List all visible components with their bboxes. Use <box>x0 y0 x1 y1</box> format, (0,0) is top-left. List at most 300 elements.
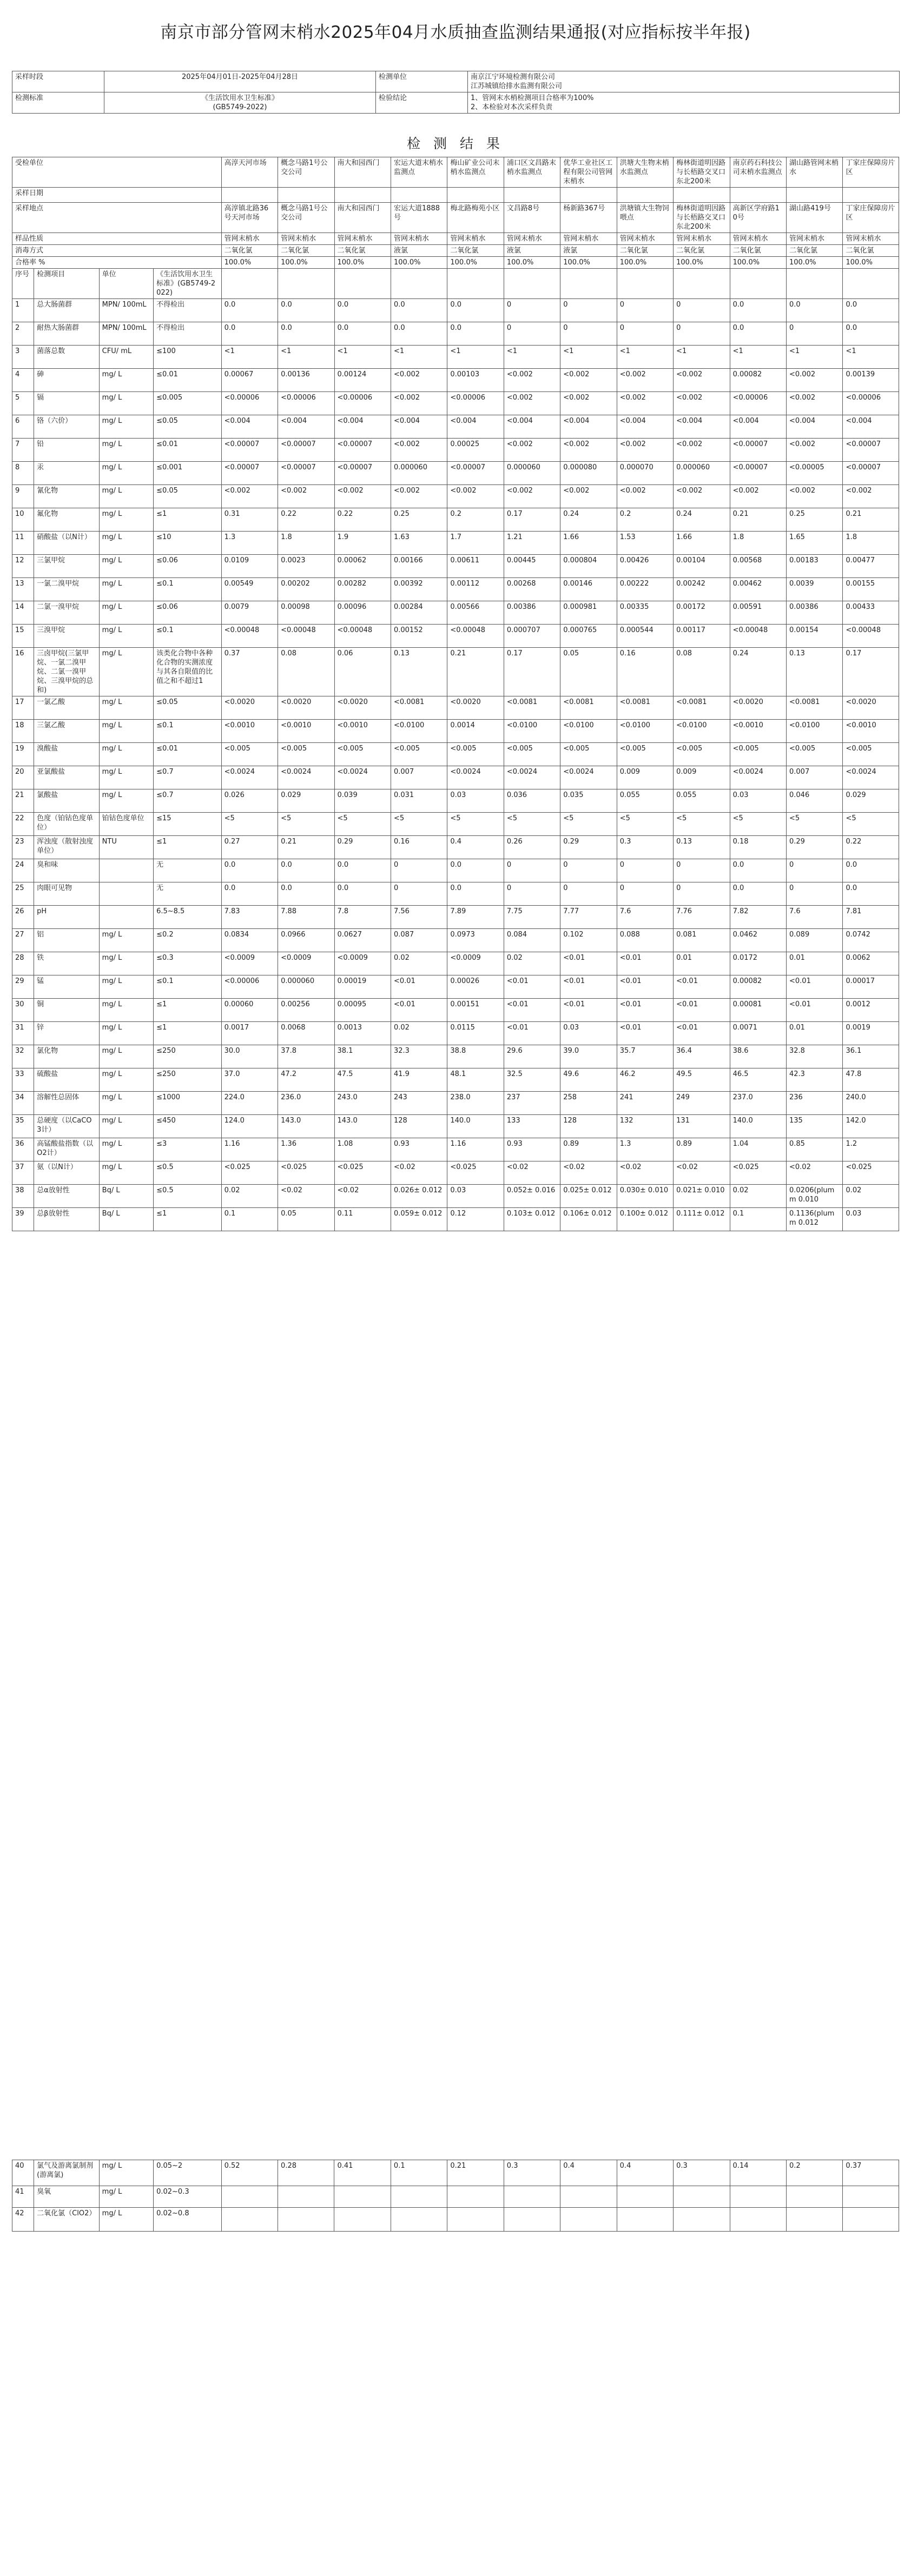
standard-limit: ≤450 <box>154 1115 222 1138</box>
result-cell <box>730 2186 786 2208</box>
table-row <box>12 322 899 346</box>
result-cell: <0.0081 <box>504 696 560 720</box>
result-cell: 0.0019 <box>843 1022 899 1045</box>
result-cell: 0.00062 <box>334 555 391 578</box>
result-cell: 0.0 <box>334 322 391 346</box>
table-row <box>12 2186 899 2208</box>
result-cell: <0.002 <box>843 485 899 508</box>
result-cell: 0.05 <box>560 648 617 696</box>
test-unit: mg/ L <box>99 392 153 415</box>
row-number: 41 <box>12 2186 34 2208</box>
row-number: 28 <box>12 952 34 975</box>
test-item: 氯化物 <box>34 1045 100 1068</box>
test-unit: mg/ L <box>99 766 153 789</box>
result-cell: 0.21 <box>730 508 786 532</box>
table-row <box>12 625 899 648</box>
result-cell: 0.084 <box>504 929 560 952</box>
result-cell: <0.02 <box>674 1161 730 1185</box>
standard-limit: ≤250 <box>154 1045 222 1068</box>
row-number: 2 <box>12 322 34 346</box>
site-disinfection-cell: 二氧化氯 <box>278 245 334 257</box>
result-cell: <0.01 <box>674 999 730 1022</box>
result-cell <box>617 2208 673 2232</box>
result-cell: 0.0115 <box>447 1022 504 1045</box>
result-cell <box>391 2186 447 2208</box>
result-cell: 0.00386 <box>504 601 560 625</box>
result-cell: 7.81 <box>843 906 899 929</box>
result-cell: 0.41 <box>334 2160 391 2186</box>
result-cell: <0.01 <box>787 999 843 1022</box>
result-cell: <0.002 <box>617 485 673 508</box>
result-cell: <0.01 <box>504 975 560 999</box>
standard-limit: 无 <box>154 882 222 906</box>
result-cell: <0.00006 <box>221 975 278 999</box>
standard-limit: ≤250 <box>154 1068 222 1092</box>
site-unit-cell: 梅山矿业公司末梢水监测点 <box>447 157 504 188</box>
result-cell: <0.02 <box>391 1161 447 1185</box>
result-cell: <0.002 <box>334 485 391 508</box>
result-cell: <0.00007 <box>730 439 786 462</box>
result-cell: 236 <box>787 1092 843 1115</box>
result-cell: 0.0039 <box>787 578 843 601</box>
result-cell: 0.27 <box>221 836 278 859</box>
result-cell: 0.0023 <box>278 555 334 578</box>
site-disinfection-cell: 二氧化氯 <box>730 245 786 257</box>
result-cell: 0.00112 <box>447 578 504 601</box>
conclusion-value: 1、管网末水梢检测项目合格率为100% 2、本检验对本次采样负责 <box>468 92 900 114</box>
row-number: 12 <box>12 555 34 578</box>
result-cell: 7.88 <box>278 906 334 929</box>
result-cell: 41.9 <box>391 1068 447 1092</box>
result-cell: 1.3 <box>617 1138 673 1161</box>
result-cell: <0.002 <box>787 369 843 392</box>
result-cell: <0.0024 <box>447 766 504 789</box>
result-cell: <0.0024 <box>730 766 786 789</box>
result-cell: 0.03 <box>447 789 504 813</box>
result-cell: <0.00007 <box>278 462 334 485</box>
table-row <box>12 601 899 625</box>
row-number: 11 <box>12 532 34 555</box>
result-cell: <0.005 <box>730 743 786 766</box>
table-row <box>12 1185 899 1208</box>
test-unit: mg/ L <box>99 578 153 601</box>
result-cell: <0.004 <box>391 415 447 439</box>
result-cell: 0.00082 <box>730 369 786 392</box>
result-cell: 0.000060 <box>674 462 730 485</box>
site-unit-cell: 南大和园西门 <box>334 157 391 188</box>
table-row <box>12 906 899 929</box>
result-cell: <1 <box>674 346 730 369</box>
standard-limit: ≤15 <box>154 813 222 836</box>
result-cell: 0.00124 <box>334 369 391 392</box>
result-cell: 0.0109 <box>221 555 278 578</box>
test-item: 总β放射性 <box>34 1208 100 1231</box>
result-cell: 0.009 <box>674 766 730 789</box>
result-cell: <0.0100 <box>787 720 843 743</box>
result-cell: 0 <box>617 322 673 346</box>
result-cell: 0.00477 <box>843 555 899 578</box>
result-cell: <0.00007 <box>843 462 899 485</box>
test-unit: mg/ L <box>99 1161 153 1185</box>
result-cell: 0 <box>391 859 447 882</box>
result-cell: <0.005 <box>787 743 843 766</box>
date-row-label: 采样日期 <box>12 188 222 203</box>
result-cell <box>730 2208 786 2232</box>
result-cell: 0.25 <box>787 508 843 532</box>
result-cell: 0.035 <box>560 789 617 813</box>
result-cell <box>504 2208 560 2232</box>
result-cell: 0 <box>560 859 617 882</box>
test-item: 氟化物 <box>34 508 100 532</box>
result-cell: <0.025 <box>221 1161 278 1185</box>
result-cell: 0.00154 <box>787 625 843 648</box>
standard-limit: ≤1000 <box>154 1092 222 1115</box>
table-row <box>12 1115 899 1138</box>
result-cell: <5 <box>560 813 617 836</box>
result-cell: 0.31 <box>221 508 278 532</box>
result-cell: 0.17 <box>504 508 560 532</box>
result-cell: 0.000544 <box>617 625 673 648</box>
result-cell: <0.005 <box>617 743 673 766</box>
result-cell: 0.29 <box>787 836 843 859</box>
test-unit: NTU <box>99 836 153 859</box>
row-number: 32 <box>12 1045 34 1068</box>
result-cell: 143.0 <box>278 1115 334 1138</box>
test-item: 总大肠菌群 <box>34 299 100 322</box>
result-cell: 0 <box>787 859 843 882</box>
result-cell: <0.005 <box>504 743 560 766</box>
result-cell: 0.4 <box>617 2160 673 2186</box>
lab-label: 检测单位 <box>376 71 468 92</box>
row-number: 19 <box>12 743 34 766</box>
result-cell: 0.111± 0.012 <box>674 1208 730 1231</box>
result-cell: <0.02 <box>560 1161 617 1185</box>
result-cell: 0.106± 0.012 <box>560 1208 617 1231</box>
disinfection-row-label: 消毒方式 <box>12 245 222 257</box>
period-label: 采样时段 <box>12 71 104 92</box>
result-cell: 0.3 <box>504 2160 560 2186</box>
result-cell: 0.00026 <box>447 975 504 999</box>
result-cell: 236.0 <box>278 1092 334 1115</box>
row-number: 30 <box>12 999 34 1022</box>
site-sample-cell: 管网末梢水 <box>334 233 391 245</box>
test-item: 二氯一溴甲烷 <box>34 601 100 625</box>
site-disinfection-cell: 液氯 <box>504 245 560 257</box>
site-date-cell <box>730 188 786 203</box>
result-cell: <0.004 <box>787 415 843 439</box>
test-unit: mg/ L <box>99 720 153 743</box>
result-cell: <0.00007 <box>843 439 899 462</box>
test-unit: mg/ L <box>99 1138 153 1161</box>
test-item: 总硬度（以CaCO3计） <box>34 1115 100 1138</box>
result-cell: 0.036 <box>504 789 560 813</box>
standard-limit: ≤1 <box>154 1022 222 1045</box>
result-cell: 0.00117 <box>674 625 730 648</box>
result-cell <box>334 2186 391 2208</box>
result-cell: 7.89 <box>447 906 504 929</box>
row-number: 37 <box>12 1161 34 1185</box>
result-cell: 30.0 <box>221 1045 278 1068</box>
test-unit: MPN/ 100mL <box>99 322 153 346</box>
result-cell: 0.00172 <box>674 601 730 625</box>
table-row <box>12 1208 899 1231</box>
result-cell: <0.004 <box>221 415 278 439</box>
result-cell: 0.0071 <box>730 1022 786 1045</box>
standard-limit: 0.05~2 <box>154 2160 222 2186</box>
result-cell: 0.029 <box>843 789 899 813</box>
test-item: 高锰酸盐指数（以O2计） <box>34 1138 100 1161</box>
test-item: pH <box>34 906 100 929</box>
result-cell: 1.8 <box>843 532 899 555</box>
result-cell: <0.0024 <box>334 766 391 789</box>
site-date-cell <box>560 188 617 203</box>
result-cell: 0.37 <box>843 2160 899 2186</box>
test-item: 溴酸盐 <box>34 743 100 766</box>
row-number: 5 <box>12 392 34 415</box>
result-cell: <5 <box>674 813 730 836</box>
test-item: 氰化物 <box>34 485 100 508</box>
empty-header-cell <box>560 269 617 299</box>
site-date-cell <box>617 188 673 203</box>
result-cell: <0.0100 <box>674 720 730 743</box>
result-cell: 0.00256 <box>278 999 334 1022</box>
table-row <box>12 2160 899 2186</box>
result-cell: 0.02 <box>391 1022 447 1045</box>
site-location-cell: 洪塘镇大生物饲喂点 <box>617 203 673 233</box>
standard-limit: ≤0.7 <box>154 789 222 813</box>
test-unit: mg/ L <box>99 2186 153 2208</box>
result-cell: 0 <box>560 299 617 322</box>
test-item: 三溴甲烷 <box>34 625 100 648</box>
standard-limit: ≤0.05 <box>154 415 222 439</box>
table-row <box>12 1045 899 1068</box>
row-number: 42 <box>12 2208 34 2232</box>
result-cell: <0.025 <box>447 1161 504 1185</box>
test-item: 铬（六价） <box>34 415 100 439</box>
result-cell: <1 <box>504 346 560 369</box>
row-number: 23 <box>12 836 34 859</box>
page-title: 南京市部分管网末梢水2025年04月水质抽查监测结果通报(对应指标按半年报) <box>160 23 751 42</box>
result-cell: 0 <box>674 882 730 906</box>
result-cell: 0.007 <box>391 766 447 789</box>
test-unit: mg/ L <box>99 369 153 392</box>
result-cell: 0.00426 <box>617 555 673 578</box>
result-cell: <0.025 <box>730 1161 786 1185</box>
result-cell: 224.0 <box>221 1092 278 1115</box>
site-location-cell: 高淳镇北路36号天河市场 <box>221 203 278 233</box>
standard-limit: ≤0.5 <box>154 1161 222 1185</box>
result-cell: 7.6 <box>787 906 843 929</box>
result-cell: <0.0100 <box>617 720 673 743</box>
table-row <box>12 929 899 952</box>
result-cell: <0.00048 <box>278 625 334 648</box>
site-pass-cell: 100.0% <box>278 257 334 269</box>
empty-header-cell <box>843 269 899 299</box>
table-row <box>12 836 899 859</box>
result-cell: 0.0 <box>730 299 786 322</box>
result-cell: <0.002 <box>391 439 447 462</box>
result-cell: <0.01 <box>674 975 730 999</box>
result-cell: 0 <box>617 859 673 882</box>
site-pass-cell: 100.0% <box>617 257 673 269</box>
result-cell: <0.0009 <box>221 952 278 975</box>
row-number: 38 <box>12 1185 34 1208</box>
row-number: 7 <box>12 439 34 462</box>
result-cell: 0.00095 <box>334 999 391 1022</box>
pass-rate-row <box>12 257 899 269</box>
result-cell: <5 <box>843 813 899 836</box>
standard-limit: ≤1 <box>154 508 222 532</box>
result-cell: <0.004 <box>504 415 560 439</box>
result-cell: 0 <box>560 882 617 906</box>
result-cell: <0.01 <box>787 975 843 999</box>
empty-header-cell <box>504 269 560 299</box>
site-unit-cell: 湖山路管网末梢水 <box>787 157 843 188</box>
result-cell <box>786 2186 842 2208</box>
standard-limit: ≤0.01 <box>154 369 222 392</box>
row-number: 31 <box>12 1022 34 1045</box>
result-cell: 0.0 <box>843 882 899 906</box>
result-cell: 0.00611 <box>447 555 504 578</box>
result-cell: <0.0024 <box>278 766 334 789</box>
table-row <box>12 882 899 906</box>
result-cell: <0.002 <box>787 392 843 415</box>
site-sample-cell: 管网末梢水 <box>504 233 560 245</box>
result-cell: <0.005 <box>391 743 447 766</box>
result-cell: 0.02 <box>843 1185 899 1208</box>
result-cell: 32.5 <box>504 1068 560 1092</box>
result-cell: <0.002 <box>617 439 673 462</box>
result-cell: 7.6 <box>617 906 673 929</box>
site-sample-cell: 管网末梢水 <box>787 233 843 245</box>
table-row <box>12 1068 899 1092</box>
result-cell: 0.0834 <box>221 929 278 952</box>
result-cell: 0.0 <box>334 882 391 906</box>
result-cell: 0.0013 <box>334 1022 391 1045</box>
result-cell: 0.0 <box>447 299 504 322</box>
result-cell: 1.63 <box>391 532 447 555</box>
standard-limit: 6.5~8.5 <box>154 906 222 929</box>
result-cell: <0.002 <box>504 392 560 415</box>
result-cell: <0.005 <box>674 743 730 766</box>
result-cell: 0.0 <box>221 322 278 346</box>
result-cell: 0 <box>674 299 730 322</box>
unit-row-label: 受检单位 <box>12 157 222 188</box>
result-cell: 0.0 <box>334 299 391 322</box>
site-date-cell <box>391 188 447 203</box>
result-cell: 0.0 <box>843 859 899 882</box>
row-number: 10 <box>12 508 34 532</box>
standard-limit: ≤0.01 <box>154 743 222 766</box>
test-unit: mg/ L <box>99 601 153 625</box>
test-unit: mg/ L <box>99 1045 153 1068</box>
test-unit: Bq/ L <box>99 1208 153 1231</box>
result-cell: <0.004 <box>674 415 730 439</box>
result-cell: 0.02 <box>221 1185 278 1208</box>
test-unit: 铂钴色度单位 <box>99 813 153 836</box>
table-row <box>12 462 899 485</box>
result-cell: 0.08 <box>674 648 730 696</box>
empty-header-cell <box>787 269 843 299</box>
test-unit: mg/ L <box>99 696 153 720</box>
result-cell: 0.03 <box>843 1208 899 1231</box>
result-cell: <0.01 <box>504 1022 560 1045</box>
result-cell: 1.66 <box>674 532 730 555</box>
result-cell: 0.85 <box>787 1138 843 1161</box>
row-number: 29 <box>12 975 34 999</box>
result-cell: <0.004 <box>560 415 617 439</box>
row-number: 26 <box>12 906 34 929</box>
site-disinfection-cell: 二氧化氯 <box>843 245 899 257</box>
test-item: 总α放射性 <box>34 1185 100 1208</box>
result-cell: 1.2 <box>843 1138 899 1161</box>
result-cell: <0.002 <box>617 392 673 415</box>
result-cell: <1 <box>560 346 617 369</box>
result-cell: 0.05 <box>278 1208 334 1231</box>
result-cell: 0.00155 <box>843 578 899 601</box>
result-cell: 49.5 <box>674 1068 730 1092</box>
site-sample-cell: 管网末梢水 <box>560 233 617 245</box>
result-cell: 0 <box>787 322 843 346</box>
result-cell <box>447 2208 504 2232</box>
result-cell: 0.00445 <box>504 555 560 578</box>
result-cell: <0.02 <box>787 1161 843 1185</box>
result-cell: 0.01 <box>787 952 843 975</box>
pass-rate-row-label: 合格率 % <box>12 257 222 269</box>
result-cell: 0.1 <box>730 1208 786 1231</box>
standard-header: 《生活饮用水卫生标准》(GB5749-2022) <box>154 269 222 299</box>
result-cell: <0.00007 <box>730 462 786 485</box>
result-cell <box>447 2186 504 2208</box>
test-item: 臭和味 <box>34 859 100 882</box>
site-date-cell <box>278 188 334 203</box>
standard-limit: ≤0.01 <box>154 439 222 462</box>
result-cell: <0.005 <box>221 743 278 766</box>
result-cell: 37.0 <box>221 1068 278 1092</box>
result-cell: 0.4 <box>447 836 504 859</box>
row-number: 25 <box>12 882 34 906</box>
result-cell: <0.0024 <box>843 766 899 789</box>
result-cell: 0.13 <box>674 836 730 859</box>
result-cell: <0.01 <box>617 1022 673 1045</box>
result-cell: 0.0 <box>391 299 447 322</box>
seq-header: 序号 <box>12 269 34 299</box>
result-cell: 0.00082 <box>730 975 786 999</box>
site-pass-cell: 100.0% <box>730 257 786 269</box>
site-date-cell <box>843 188 899 203</box>
result-cell <box>504 2186 560 2208</box>
result-cell: 7.83 <box>221 906 278 929</box>
result-cell: 0.1 <box>221 1208 278 1231</box>
result-cell: 0.0 <box>730 322 786 346</box>
result-cell: 128 <box>560 1115 617 1138</box>
unit-row <box>12 157 899 188</box>
result-cell: <0.00007 <box>334 462 391 485</box>
result-cell: 0.081 <box>674 929 730 952</box>
table-row <box>12 999 899 1022</box>
result-cell: 132 <box>617 1115 673 1138</box>
result-cell: 0 <box>674 322 730 346</box>
site-pass-cell: 100.0% <box>504 257 560 269</box>
test-unit: mg/ L <box>99 1092 153 1115</box>
result-cell: <0.002 <box>674 392 730 415</box>
result-cell: <0.025 <box>843 1161 899 1185</box>
test-item: 铁 <box>34 952 100 975</box>
site-unit-cell: 高淳天河市场 <box>221 157 278 188</box>
result-cell: <0.00007 <box>221 462 278 485</box>
result-cell: <0.004 <box>617 415 673 439</box>
row-number: 35 <box>12 1115 34 1138</box>
